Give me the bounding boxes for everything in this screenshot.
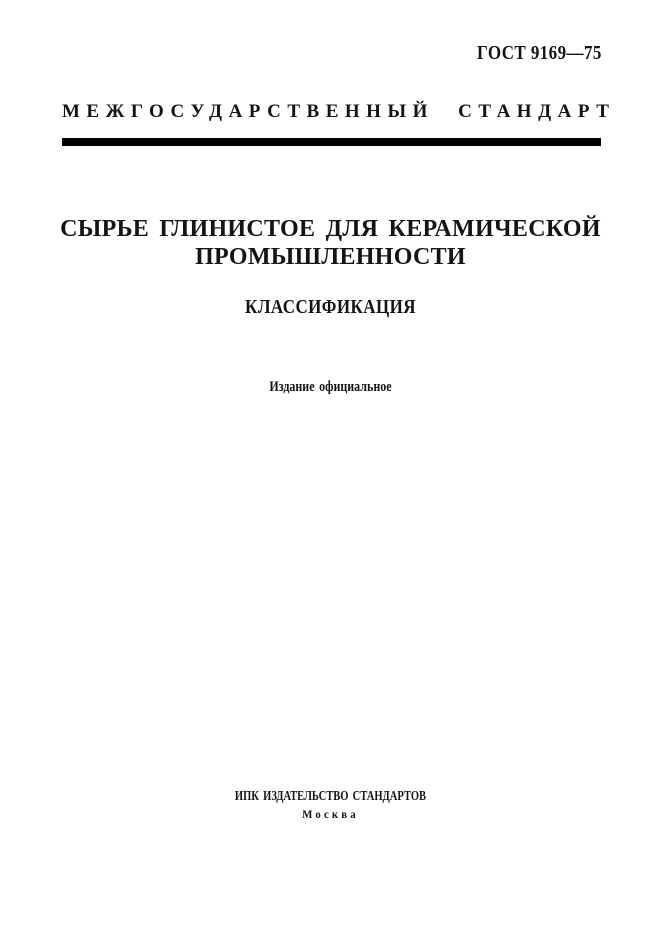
document-title: [0, 215, 661, 271]
document-title-line-1: СЫРЬЕ ГЛИНИСТОЕ ДЛЯ КЕРАМИЧЕСКОЙ: [60, 216, 601, 242]
document-title-line-2: ПРОМЫШЛЕННОСТИ: [195, 244, 466, 270]
publisher-name: ИПК ИЗДАТЕЛЬСТВО СТАНДАРТОВ: [234, 788, 427, 803]
document-subtitle: КЛАССИФИКАЦИЯ: [245, 296, 416, 318]
edition-note: Издание официальное: [269, 379, 392, 395]
heading-rule: [62, 138, 601, 146]
standard-number: ГОСТ 9169—75: [477, 42, 602, 64]
standard-category-heading: МЕЖГОСУДАРСТВЕННЫЙ СТАНДАРТ: [62, 101, 616, 122]
publisher-city: Москва: [302, 807, 359, 821]
